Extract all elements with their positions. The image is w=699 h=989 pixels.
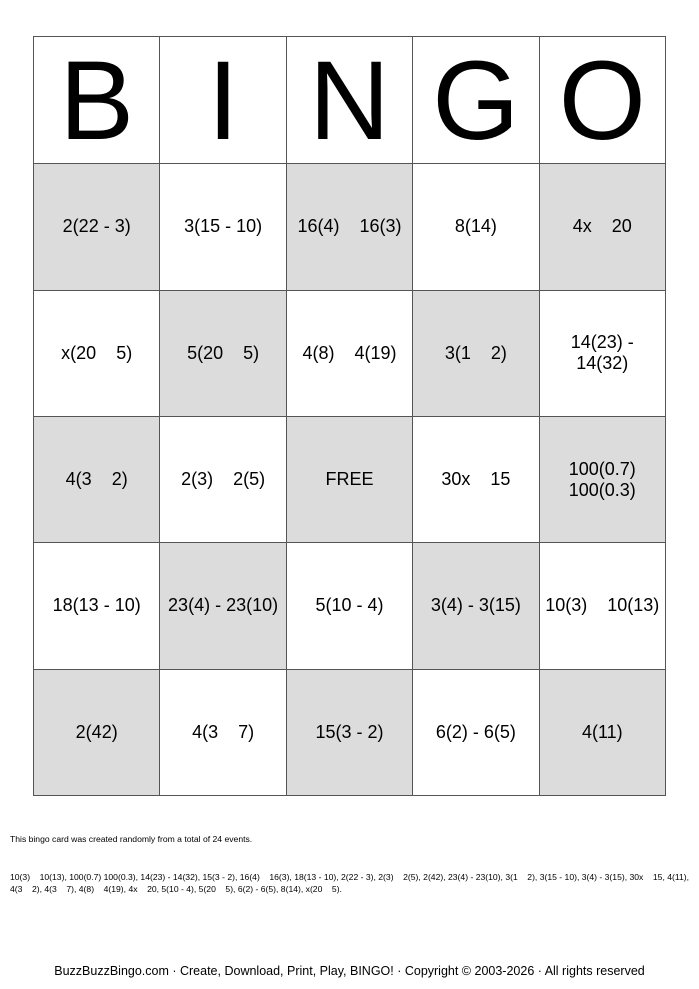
card-cell: 15(3 - 2) (286, 669, 412, 795)
card-cell: 10(3) 10(13) (539, 543, 665, 669)
card-cell: 30x 15 (413, 416, 539, 542)
card-cell: 2(22 - 3) (34, 164, 160, 290)
card-cell: 4x 20 (539, 164, 665, 290)
note-event-list: 10(3) 10(13), 100(0.7) 100(0.3), 14(23) - 14(32), 15(3 - 2), 16(4) 16(3), 18(13 - 10), 2(22 - 3), 2(3) 2(5), 2(42), 23(4) - 23(10), 3(1 2), 3(15 - 10), 3(4) - 3(15), 30x 15, 4(11), 4(3 2), 4(3 7), 4(8) 4(19), 4x 20, 5(10 - 4), 5(20 5), 6(2) - 6(5), 8(14), x(20 5). (10, 871, 692, 894)
card-cell: 16(4) 16(3) (286, 164, 412, 290)
card-cell: 5(20 5) (160, 290, 286, 416)
bingo-card (33, 36, 666, 796)
card-cell: 2(42) (34, 669, 160, 795)
page-footer: BuzzBuzzBingo.com · Create, Download, Print, Play, BINGO! · Copyright © 2003-2026 · All rights reserved (54, 964, 645, 978)
card-row (34, 290, 666, 416)
card-row (34, 669, 666, 795)
card-cell: 4(11) (539, 669, 665, 795)
card-row (34, 543, 666, 669)
card-cell: 4(3 7) (160, 669, 286, 795)
header-letter-o: O (539, 37, 665, 164)
card-cell: 3(4) - 3(15) (413, 543, 539, 669)
card-cell: 2(3) 2(5) (160, 416, 286, 542)
card-cell: 4(8) 4(19) (286, 290, 412, 416)
header-letter-n: N (286, 37, 412, 164)
card-row (34, 416, 666, 542)
card-cell: 4(3 2) (34, 416, 160, 542)
card-cell: 3(15 - 10) (160, 164, 286, 290)
card-cell: 5(10 - 4) (286, 543, 412, 669)
header-letter-i: I (160, 37, 286, 164)
free-space-cell: FREE (286, 416, 412, 542)
header-letter-b: B (34, 37, 160, 164)
card-cell: 14(23) - 14(32) (539, 290, 665, 416)
card-cell: 3(1 2) (413, 290, 539, 416)
card-info-note (10, 808, 690, 908)
card-cell: 6(2) - 6(5) (413, 669, 539, 795)
card-cell: 8(14) (413, 164, 539, 290)
note-intro: This bingo card was created randomly from a total of 24 events. (10, 834, 253, 844)
card-cell: 100(0.7) 100(0.3) (539, 416, 665, 542)
card-cell: 18(13 - 10) (34, 543, 160, 669)
header-row (34, 37, 666, 164)
card-cell: x(20 5) (34, 290, 160, 416)
card-cell: 23(4) - 23(10) (160, 543, 286, 669)
header-letter-g: G (413, 37, 539, 164)
card-row (34, 164, 666, 290)
